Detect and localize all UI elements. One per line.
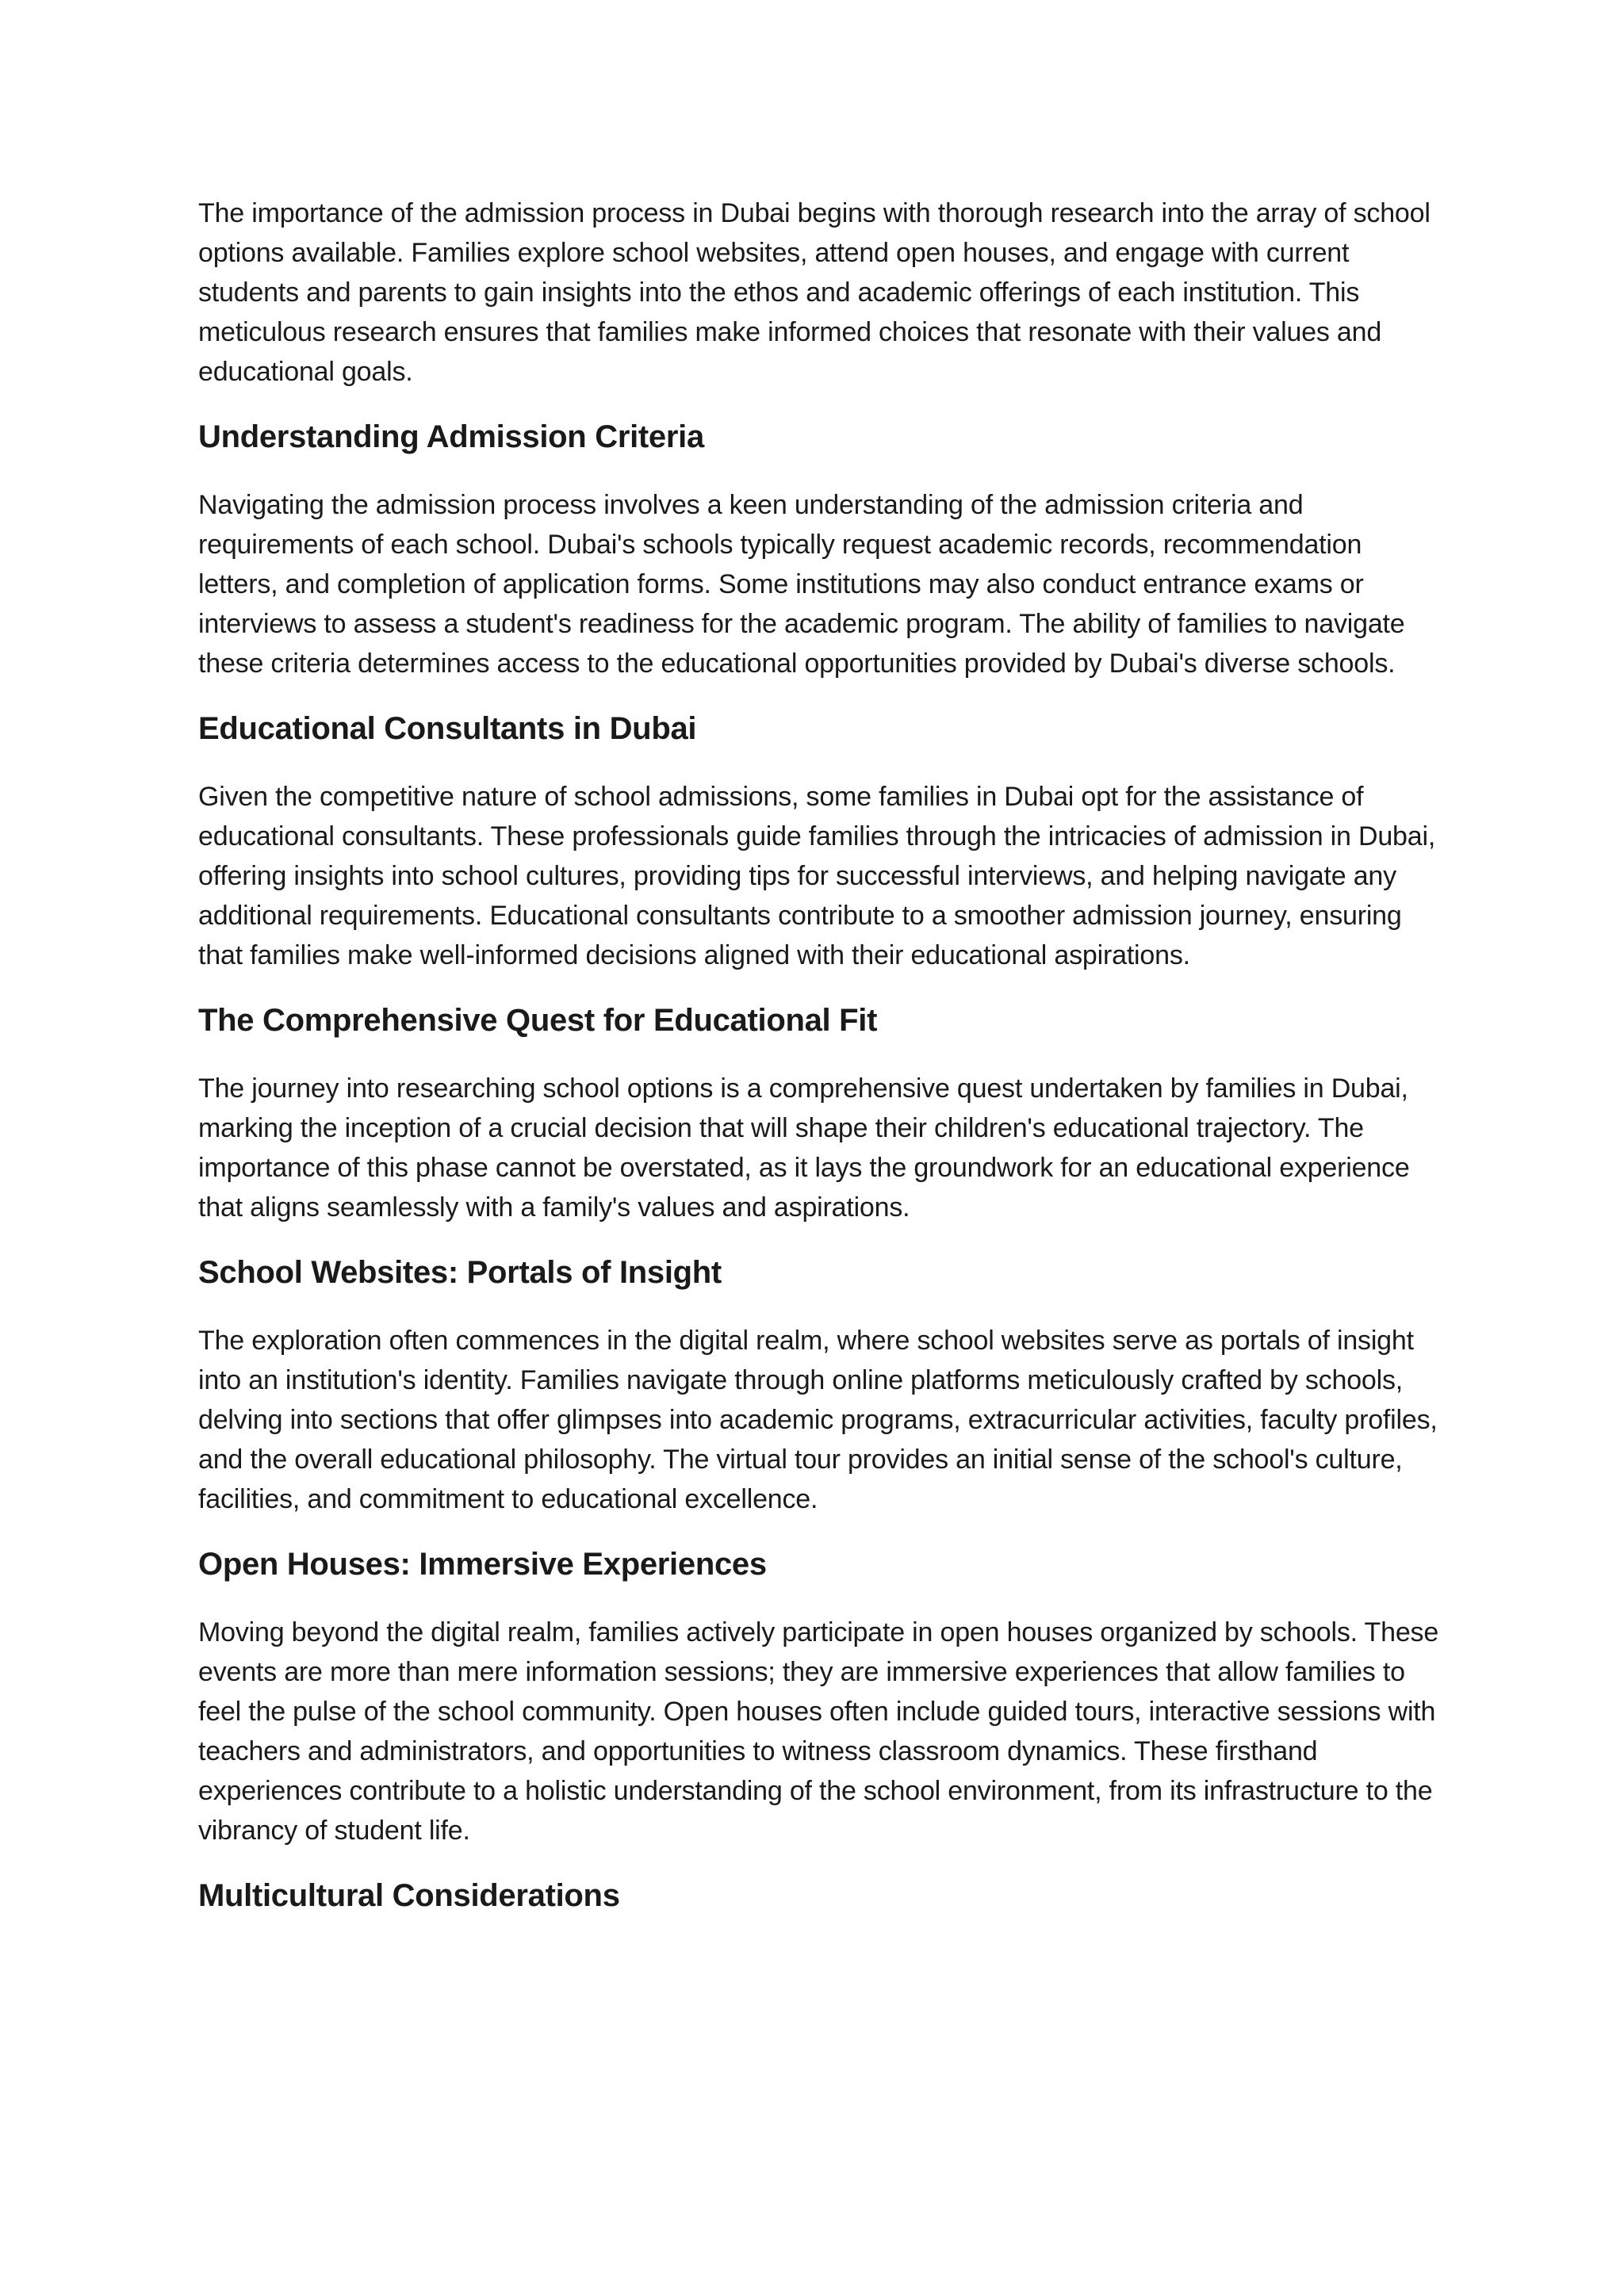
section-paragraph-school-websites: The exploration often commences in the digital realm, where school websites serve as portals of insight into an institution's identity. Families navigate through online platforms meticulously crafted by schools, delving into sections that offer glimpses into academic programs, extracurricular activities, faculty profiles, and the overall educational philosophy. The virtual tour provides an initial sense of the school's culture, facilities, and commitment to educational excellence. xyxy=(198,1326,1438,1514)
section-paragraph-admission-criteria: Navigating the admission process involves a keen understanding of the admission criteria and requirements of each school. Dubai's schools typically request academic records, recommendation letters, and completion of application forms. Some institutions may also conduct entrance exams or interviews to assess a student's readiness for the academic program. The ability of families to navigate these criteria determines access to the educational opportunities provided by Dubai's diverse schools. xyxy=(198,490,1405,679)
section-heading-multicultural: Multicultural Considerations xyxy=(198,1878,620,1913)
section-paragraph-open-houses: Moving beyond the digital realm, families actively participate in open houses organized by schools. These events are more than mere information sessions; they are immersive experiences that allow families to feel the pulse of the school community. Open houses often include guided tours, interactive sessions with teachers and administrators, and opportunities to witness classroom dynamics. These firsthand experiences contribute to a holistic understanding of the school environment, from its infrastructure to the vibrancy of student life. xyxy=(198,1617,1439,1846)
section-heading-comprehensive-quest: The Comprehensive Quest for Educational Fit xyxy=(198,1003,878,1038)
section-heading-school-websites: School Websites: Portals of Insight xyxy=(198,1255,722,1290)
section-paragraph-educational-consultants: Given the competitive nature of school admissions, some families in Dubai opt for the assistance of educational consultants. These professionals guide families through the intricacies of admission in Dubai, offering insights into school cultures, providing tips for successful interviews, and helping navigate any additional requirements. Educational consultants contribute to a smoother admission journey, ensuring that families make well-informed decisions aligned with their educational aspirations. xyxy=(198,782,1436,970)
section-heading-open-houses: Open Houses: Immersive Experiences xyxy=(198,1547,767,1582)
section-heading-admission-criteria: Understanding Admission Criteria xyxy=(198,419,704,454)
section-paragraph-comprehensive-quest: The journey into researching school options is a comprehensive quest undertaken by families in Dubai, marking the inception of a crucial decision that will shape their children's educational trajectory. The importance of this phase cannot be overstated, as it lays the groundwork for an educational experience that aligns seamlessly with a family's values and aspirations. xyxy=(198,1073,1410,1223)
document-body xyxy=(198,193,1443,1915)
intro-paragraph: The importance of the admission process in Dubai begins with thorough research into the array of school options available. Families explore school websites, attend open houses, and engage with current students and parents to gain insights into the ethos and academic offerings of each institution. This meticulous research ensures that families make informed choices that resonate with their values and educational goals. xyxy=(198,198,1431,387)
section-heading-educational-consultants: Educational Consultants in Dubai xyxy=(198,711,697,746)
